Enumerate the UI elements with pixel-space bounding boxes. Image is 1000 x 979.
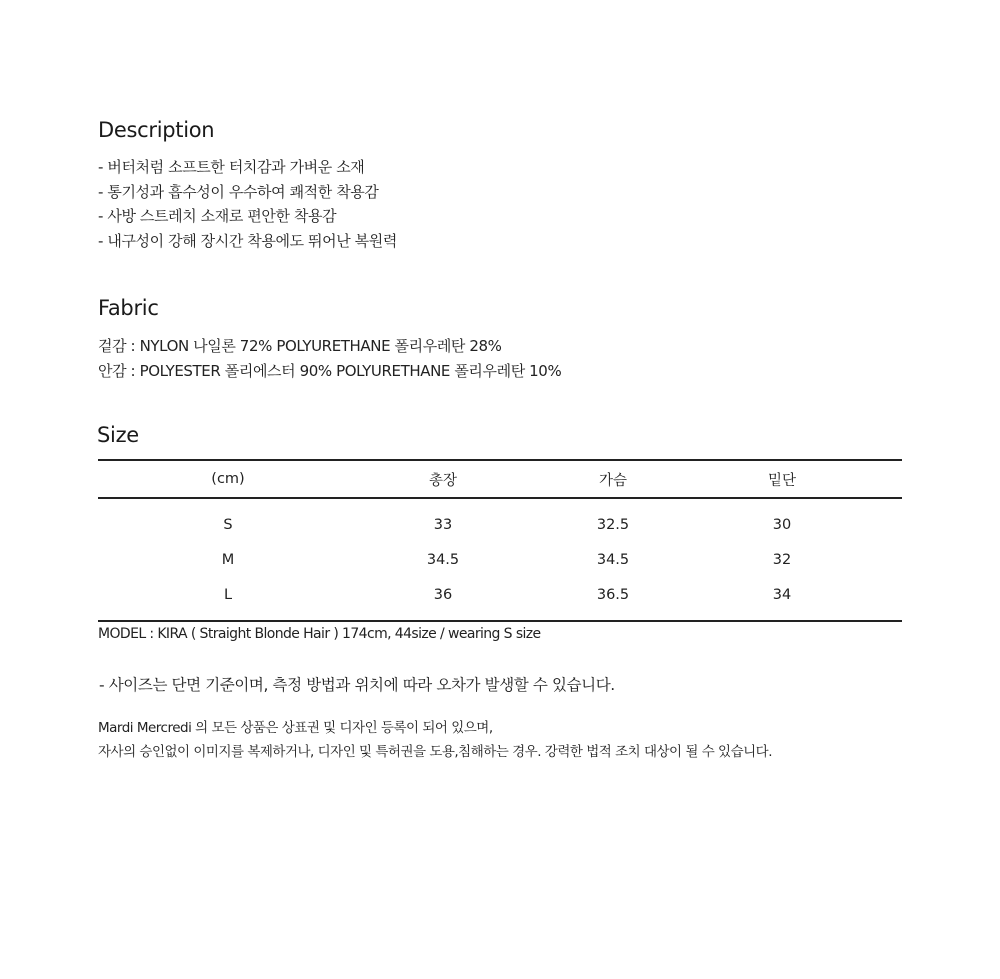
- header-chest: 가슴: [598, 472, 627, 489]
- fabric-line: 안감 : POLYESTER 폴리에스터 90% POLYURETHANE 폴리우레탄 10%: [98, 361, 562, 380]
- model-info: MODEL : KIRA ( Straight Blonde Hair ) 174cm, 44size / wearing S size: [98, 626, 541, 642]
- description-line: - 버터처럼 소프트한 터치감과 가벼운 소재: [98, 158, 365, 176]
- description-title: Description: [98, 118, 215, 142]
- spacer-cell: [866, 542, 902, 577]
- description-list: [98, 155, 397, 253]
- header-spacer: [866, 460, 902, 498]
- copyright-line: 자사의 승인없이 이미지를 복제하거나, 디자인 및 특허권을 도용,침해하는 경우. 강력한 법적 조치 대상이 될 수 있습니다.: [98, 743, 773, 760]
- description-line: - 내구성이 강해 장시간 착용에도 뛰어난 복원력: [98, 231, 397, 250]
- length-value: 36: [433, 586, 453, 603]
- size-table-header-row: [98, 460, 902, 498]
- length-value: 34.5: [426, 551, 460, 568]
- hem-value: 34: [772, 586, 792, 603]
- size-note: - 사이즈는 단면 기준이며, 측정 방법과 위치에 따라 오차가 발생할 수 있습니다.: [99, 676, 615, 694]
- header-hem: 밑단: [767, 472, 796, 489]
- description-line: - 통기성과 흡수성이 우수하여 쾌적한 착용감: [98, 182, 379, 201]
- chest-value: 32.5: [596, 516, 630, 533]
- chest-value: 34.5: [596, 551, 630, 568]
- size-label: L: [223, 586, 233, 603]
- fabric-line: 겉감 : NYLON 나일론 72% POLYURETHANE 폴리우레탄 28%: [98, 337, 502, 355]
- spacer-cell: [866, 577, 902, 621]
- size-table: [98, 459, 902, 622]
- fabric-title: Fabric: [98, 296, 159, 320]
- header-length: 총장: [428, 472, 457, 489]
- table-row: [98, 498, 902, 542]
- table-row: [98, 542, 902, 577]
- hem-value: 30: [772, 516, 792, 533]
- header-unit: (cm): [211, 471, 245, 487]
- fabric-list: [98, 334, 561, 383]
- size-label: M: [221, 551, 235, 568]
- copyright-notice: [98, 717, 772, 764]
- description-line: - 사방 스트레치 소재로 편안한 착용감: [98, 207, 337, 225]
- length-value: 33: [433, 516, 453, 533]
- table-row: [98, 577, 902, 621]
- chest-value: 36.5: [596, 586, 630, 603]
- spacer-cell: [866, 498, 902, 542]
- hem-value: 32: [772, 551, 792, 568]
- size-label: S: [223, 516, 233, 533]
- copyright-line: Mardi Mercredi 의 모든 상품은 상표권 및 디자인 등록이 되어 있으며,: [98, 720, 493, 736]
- size-title: Size: [97, 423, 139, 447]
